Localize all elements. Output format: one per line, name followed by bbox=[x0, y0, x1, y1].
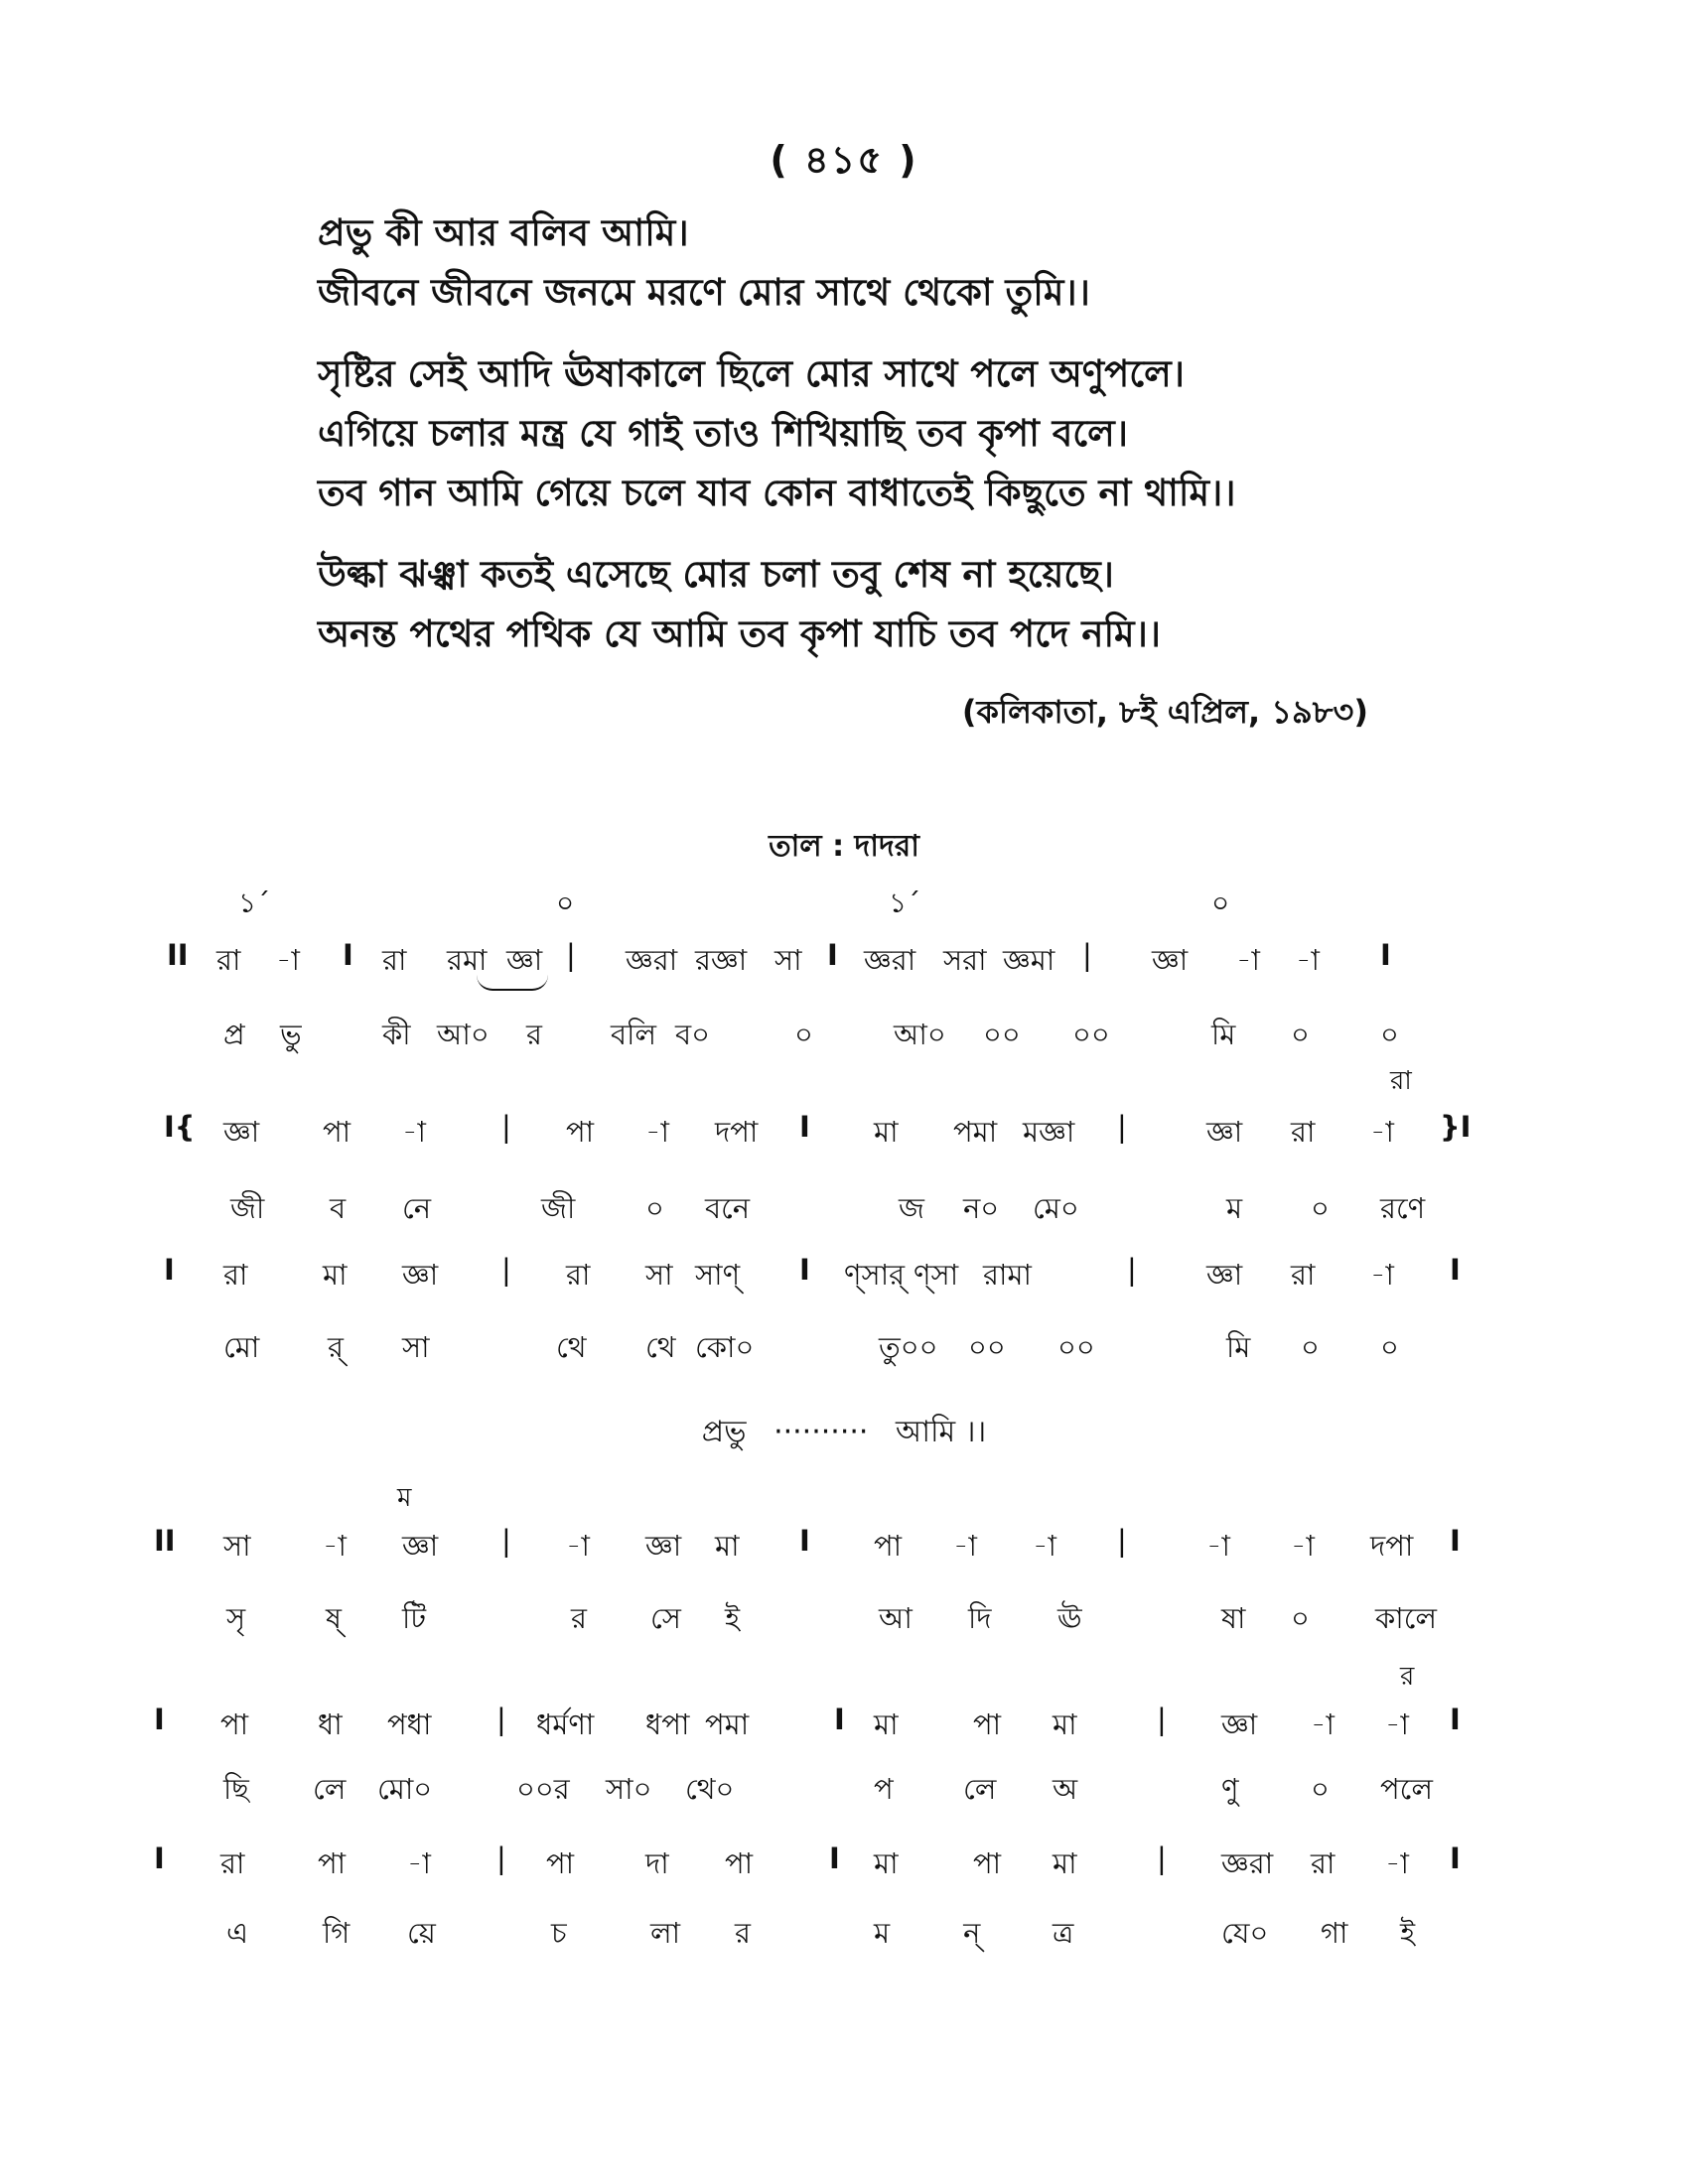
swara-note: জ্ঞরা bbox=[864, 943, 916, 977]
lyric-syllable: বলি bbox=[611, 1018, 657, 1051]
swara-note: -া bbox=[566, 1529, 590, 1563]
bar-line: | bbox=[496, 1703, 506, 1736]
swara-note: রা bbox=[382, 943, 407, 977]
bar-line: | bbox=[566, 938, 576, 972]
lyric-syllable: যে০ bbox=[1221, 1916, 1269, 1950]
poem-line: তব গান আমি গেয়ে চলে যাব কোন বাধাতেই কিছুতে না থামি।। bbox=[318, 472, 1236, 514]
swara-note: রা bbox=[223, 1258, 248, 1292]
bar-line: | bbox=[1127, 1253, 1137, 1287]
swara-note: -া bbox=[1291, 1529, 1315, 1563]
lyric-syllable: ০ bbox=[1311, 1772, 1330, 1806]
lyric-syllable: মে০ bbox=[1033, 1191, 1079, 1225]
lyric-syllable: পলে bbox=[1380, 1772, 1433, 1806]
swara-note: জ্ঞা bbox=[402, 1529, 439, 1563]
bar-line: I bbox=[827, 938, 838, 972]
lyric-syllable: বনে bbox=[705, 1191, 751, 1225]
page-number: ( ৪১৫ ) bbox=[770, 138, 918, 182]
lyric-syllable: ০ bbox=[645, 1191, 664, 1225]
lyric-syllable: ন্ bbox=[963, 1916, 981, 1950]
lyric-syllable: চ bbox=[551, 1916, 567, 1950]
bar-line: | bbox=[501, 1524, 511, 1558]
bar-line: | bbox=[496, 1842, 506, 1875]
swara-note: জ্ঞা bbox=[1152, 943, 1189, 977]
swara-note: রা bbox=[1291, 1258, 1316, 1292]
swara-note: -া bbox=[1296, 943, 1320, 977]
swara-note: পা bbox=[874, 1529, 903, 1563]
lyric-syllable: ই bbox=[1400, 1916, 1416, 1950]
lyric-syllable: ০ bbox=[1291, 1601, 1310, 1635]
lyric-syllable: নে bbox=[402, 1191, 432, 1225]
swara-note: জ্ঞা bbox=[1206, 1258, 1243, 1292]
lyric-row bbox=[0, 1325, 1688, 1369]
lyric-syllable: ম bbox=[1226, 1191, 1243, 1225]
lyric-syllable: থে bbox=[556, 1330, 587, 1364]
lyric-syllable: ০ bbox=[794, 1018, 813, 1051]
swara-note: -া bbox=[276, 943, 300, 977]
poem-line: উল্কা ঝঞ্ঝা কতই এসেছে মোর চলা তবু শেষ না হয়েছে। bbox=[318, 553, 1114, 596]
swara-note: -া bbox=[1311, 1707, 1335, 1741]
lyric-syllable: র bbox=[526, 1018, 542, 1051]
swara-note: পা bbox=[220, 1707, 249, 1741]
swara-note: সাণ্ bbox=[695, 1258, 741, 1292]
swara-note: পা bbox=[566, 1115, 595, 1149]
swara-note: দপা bbox=[715, 1115, 759, 1149]
kan-swara-mark: ম bbox=[397, 1483, 412, 1513]
swara-note: সা bbox=[774, 943, 802, 977]
swara-row bbox=[0, 1253, 1688, 1297]
swara-note: মা bbox=[323, 1258, 348, 1292]
swara-note: -া bbox=[323, 1529, 347, 1563]
lyric-row bbox=[0, 1911, 1688, 1955]
tala-title: তাল : দাদরা bbox=[769, 829, 919, 864]
swara-note: মা bbox=[1053, 1707, 1077, 1741]
swara-note: দা bbox=[645, 1846, 669, 1880]
lyric-syllable: ব bbox=[330, 1191, 347, 1225]
bar-line: }I bbox=[1440, 1110, 1472, 1144]
bar-line: I bbox=[799, 1524, 810, 1558]
swara-note: মা bbox=[874, 1707, 899, 1741]
swara-note: মা bbox=[874, 1846, 899, 1880]
swara-row bbox=[0, 1842, 1688, 1885]
date-note: (কলিকাতা, ৮ই এপ্রিল, ১৯৮৩) bbox=[961, 693, 1368, 731]
swara-note: মজ্ঞা bbox=[1023, 1115, 1075, 1149]
lyric-syllable: মি bbox=[1226, 1330, 1251, 1364]
lyric-syllable: ন০ bbox=[963, 1191, 1000, 1225]
lyric-syllable: ০০ bbox=[968, 1330, 1006, 1364]
lyric-syllable: ম bbox=[874, 1916, 891, 1950]
lyric-syllable: ত্র bbox=[1053, 1916, 1074, 1950]
lyric-syllable: মি bbox=[1211, 1018, 1236, 1051]
refrain-start: প্রভু bbox=[701, 1415, 747, 1449]
poem bbox=[318, 204, 1489, 686]
stanza bbox=[318, 545, 1489, 664]
swara-note: রামা bbox=[983, 1258, 1032, 1292]
lyric-syllable: ০ bbox=[1291, 1018, 1310, 1051]
swara-row bbox=[0, 1703, 1688, 1746]
lyric-syllable: এ bbox=[226, 1916, 249, 1950]
kan-swara-mark: র bbox=[1400, 1662, 1415, 1692]
lyric-syllable: আ০ bbox=[894, 1018, 946, 1051]
lyric-syllable: সৃ bbox=[226, 1601, 246, 1635]
lyric-syllable: কালে bbox=[1375, 1601, 1437, 1635]
bar-line: I bbox=[1450, 1524, 1461, 1558]
swara-note: জ্ঞমা bbox=[1003, 943, 1055, 977]
refrain-end: আমি ।। bbox=[895, 1415, 987, 1449]
bar-line: | bbox=[501, 1253, 511, 1287]
lyric-syllable: মো০ bbox=[377, 1772, 433, 1806]
lyric-syllable: সে bbox=[650, 1601, 681, 1635]
lyric-row bbox=[0, 1013, 1688, 1056]
lyric-syllable: গি bbox=[323, 1916, 351, 1950]
bar-line: | bbox=[501, 1110, 511, 1144]
bar-line: | bbox=[1117, 1110, 1127, 1144]
bar-line: | bbox=[1117, 1524, 1127, 1558]
lyric-syllable: ০০ bbox=[1072, 1018, 1110, 1051]
lyric-syllable: য়ে bbox=[407, 1916, 436, 1950]
swara-note: জ্ঞরা bbox=[626, 943, 678, 977]
bar-line: I bbox=[1380, 938, 1391, 972]
swara-note: জ্ঞা bbox=[506, 943, 543, 977]
swara-note: ধর্মণা bbox=[536, 1707, 595, 1741]
beat-marks bbox=[0, 882, 1688, 931]
lyric-syllable: তু০০ bbox=[879, 1330, 938, 1364]
lyric-syllable: কী bbox=[382, 1018, 411, 1051]
lyric-syllable: জ bbox=[899, 1191, 924, 1225]
swara-note: রজ্ঞা bbox=[695, 943, 748, 977]
beat-mark: ১´ bbox=[238, 887, 271, 919]
bar-line: | bbox=[1157, 1703, 1167, 1736]
swara-note: -া bbox=[1033, 1529, 1056, 1563]
poem-line: এগিয়ে চলার মন্ত্র যে গাই তাও শিখিয়াছি তব কৃপা বলে। bbox=[318, 412, 1128, 455]
swara-note: জ্ঞা bbox=[1221, 1707, 1258, 1741]
swara-note: -া bbox=[645, 1115, 669, 1149]
poem-line: অনন্ত পথের পথিক যে আমি তব কৃপা যাচি তব পদে নমি।। bbox=[318, 613, 1162, 655]
bar-line: I bbox=[1450, 1703, 1461, 1736]
swara-note: -া bbox=[1385, 1707, 1409, 1741]
swara-note: পা bbox=[973, 1707, 1002, 1741]
bar-line: I bbox=[799, 1110, 810, 1144]
lyric-syllable: জী bbox=[541, 1191, 576, 1225]
lyric-syllable: লে bbox=[963, 1772, 997, 1806]
swara-note: মা bbox=[1053, 1846, 1077, 1880]
swara-note: রা bbox=[1311, 1846, 1336, 1880]
beat-mark: ০ bbox=[556, 887, 575, 919]
lyric-syllable: কো০ bbox=[695, 1330, 755, 1364]
lyric-syllable: দি bbox=[968, 1601, 992, 1635]
lyric-syllable: জী bbox=[230, 1191, 265, 1225]
lyric-syllable: আ০ bbox=[437, 1018, 490, 1051]
swara-note: -া bbox=[1385, 1846, 1409, 1880]
bar-line: | bbox=[1157, 1842, 1167, 1875]
lyric-syllable: রণে bbox=[1380, 1191, 1426, 1225]
poem-line: সৃষ্টির সেই আদি ঊষাকালে ছিলে মোর সাথে পলে অণুপলে। bbox=[318, 352, 1185, 395]
lyric-syllable: মো bbox=[223, 1330, 260, 1364]
swara-note: রমা bbox=[447, 943, 488, 977]
swara-note: ণ্সা bbox=[914, 1258, 959, 1292]
swara-row bbox=[0, 1524, 1688, 1568]
lyric-syllable: ০ bbox=[1311, 1191, 1330, 1225]
swara-note: জ্ঞা bbox=[402, 1258, 439, 1292]
swara-note: ধা bbox=[318, 1707, 343, 1741]
beat-mark: ০ bbox=[1211, 887, 1230, 919]
swara-note: পা bbox=[725, 1846, 754, 1880]
lyric-row bbox=[0, 1767, 1688, 1811]
swara-note: ধপা bbox=[645, 1707, 690, 1741]
swara-row bbox=[0, 1110, 1688, 1154]
swara-note: সা bbox=[645, 1258, 673, 1292]
lyric-syllable: ০০ bbox=[983, 1018, 1021, 1051]
lyric-syllable: আ bbox=[879, 1601, 913, 1635]
lyric-syllable: প bbox=[874, 1772, 894, 1806]
lyric-syllable: গা bbox=[1321, 1916, 1348, 1950]
bar-line: I bbox=[154, 1842, 165, 1875]
swara-note: জ্ঞা bbox=[645, 1529, 682, 1563]
swara-note: জ্ঞা bbox=[223, 1115, 260, 1149]
bar-line: II bbox=[167, 938, 189, 972]
swara-note: রা bbox=[220, 1846, 245, 1880]
slur-mark bbox=[477, 975, 548, 991]
swara-note: পা bbox=[323, 1115, 352, 1149]
swara-note: জ্ঞরা bbox=[1221, 1846, 1274, 1880]
lyric-syllable: অ bbox=[1053, 1772, 1078, 1806]
lyric-syllable: ষ্ bbox=[326, 1601, 342, 1635]
swara-note: মা bbox=[874, 1115, 899, 1149]
lyric-syllable: ভু bbox=[280, 1018, 302, 1051]
bar-line: I{ bbox=[164, 1110, 196, 1144]
bar-line: I bbox=[154, 1703, 165, 1736]
beat-mark: ১´ bbox=[889, 887, 921, 919]
bar-line: I bbox=[164, 1253, 175, 1287]
lyric-syllable: র bbox=[571, 1601, 587, 1635]
lyric-syllable: ০ bbox=[1380, 1018, 1399, 1051]
lyric-syllable: ০০ bbox=[1057, 1330, 1095, 1364]
refrain-dots: ·········· bbox=[774, 1415, 869, 1449]
lyric-row bbox=[0, 1596, 1688, 1640]
refrain-line bbox=[0, 1408, 1688, 1458]
bar-line: I bbox=[799, 1253, 810, 1287]
lyric-syllable: ০০র bbox=[516, 1772, 570, 1806]
swara-note: পধা bbox=[387, 1707, 432, 1741]
bar-line: I bbox=[829, 1842, 840, 1875]
bar-line: I bbox=[343, 938, 353, 972]
lyric-syllable: ণু bbox=[1221, 1772, 1239, 1806]
swara-note: -া bbox=[402, 1115, 426, 1149]
swara-note: -া bbox=[1206, 1529, 1230, 1563]
lyric-syllable: টি bbox=[402, 1601, 427, 1635]
lyric-syllable: ই bbox=[725, 1601, 741, 1635]
poem-line: প্রভু কী আর বলিব আমি। bbox=[318, 211, 689, 254]
swara-note: পা bbox=[973, 1846, 1002, 1880]
stanza bbox=[318, 344, 1489, 523]
lyric-syllable: প্র bbox=[223, 1018, 245, 1051]
bar-line: | bbox=[1082, 938, 1092, 972]
bar-line: I bbox=[1450, 1842, 1461, 1875]
swara-note: সরা bbox=[943, 943, 987, 977]
lyric-syllable: ব০ bbox=[675, 1018, 710, 1051]
lyric-syllable: ০ bbox=[1380, 1330, 1399, 1364]
swara-note: রা bbox=[216, 943, 241, 977]
stanza bbox=[318, 204, 1489, 323]
swara-note: -া bbox=[1236, 943, 1260, 977]
lyric-syllable: লে bbox=[313, 1772, 347, 1806]
swara-note: দপা bbox=[1370, 1529, 1414, 1563]
swara-row bbox=[0, 938, 1688, 982]
lyric-row bbox=[0, 1186, 1688, 1230]
lyric-syllable: সা bbox=[402, 1330, 430, 1364]
swara-note: পমা bbox=[705, 1707, 750, 1741]
poem-line: জীবনে জীবনে জনমে মরণে মোর সাথে থেকো তুমি।। bbox=[318, 271, 1090, 314]
lyric-syllable: ছি bbox=[223, 1772, 249, 1806]
swara-note: পমা bbox=[953, 1115, 998, 1149]
lyric-syllable: সা০ bbox=[606, 1772, 652, 1806]
swara-note: জ্ঞা bbox=[1206, 1115, 1243, 1149]
bar-line: I bbox=[834, 1703, 845, 1736]
swara-note: ণ্সার্ bbox=[844, 1258, 906, 1292]
bar-line: I bbox=[1450, 1253, 1461, 1287]
lyric-syllable: ষা bbox=[1221, 1601, 1246, 1635]
swara-note: -া bbox=[1370, 1115, 1394, 1149]
swara-note: সা bbox=[223, 1529, 251, 1563]
lyric-syllable: ০ bbox=[1301, 1330, 1320, 1364]
swara-note: -া bbox=[407, 1846, 431, 1880]
lyric-syllable: র bbox=[735, 1916, 751, 1950]
swara-note: পা bbox=[318, 1846, 347, 1880]
lyric-syllable: থে bbox=[645, 1330, 676, 1364]
lyric-syllable: ঊ bbox=[1057, 1601, 1082, 1635]
lyric-syllable: র্ bbox=[328, 1330, 344, 1364]
swara-note: পা bbox=[546, 1846, 575, 1880]
bar-line: II bbox=[154, 1524, 176, 1558]
lyric-syllable: থে০ bbox=[685, 1772, 735, 1806]
swara-note: রা bbox=[1291, 1115, 1316, 1149]
kan-swara-mark: রা bbox=[1390, 1066, 1412, 1096]
swara-note: -া bbox=[1370, 1258, 1394, 1292]
lyric-syllable: লা bbox=[650, 1916, 681, 1950]
swara-note: মা bbox=[715, 1529, 740, 1563]
swara-note: রা bbox=[566, 1258, 591, 1292]
swara-note: -া bbox=[953, 1529, 977, 1563]
